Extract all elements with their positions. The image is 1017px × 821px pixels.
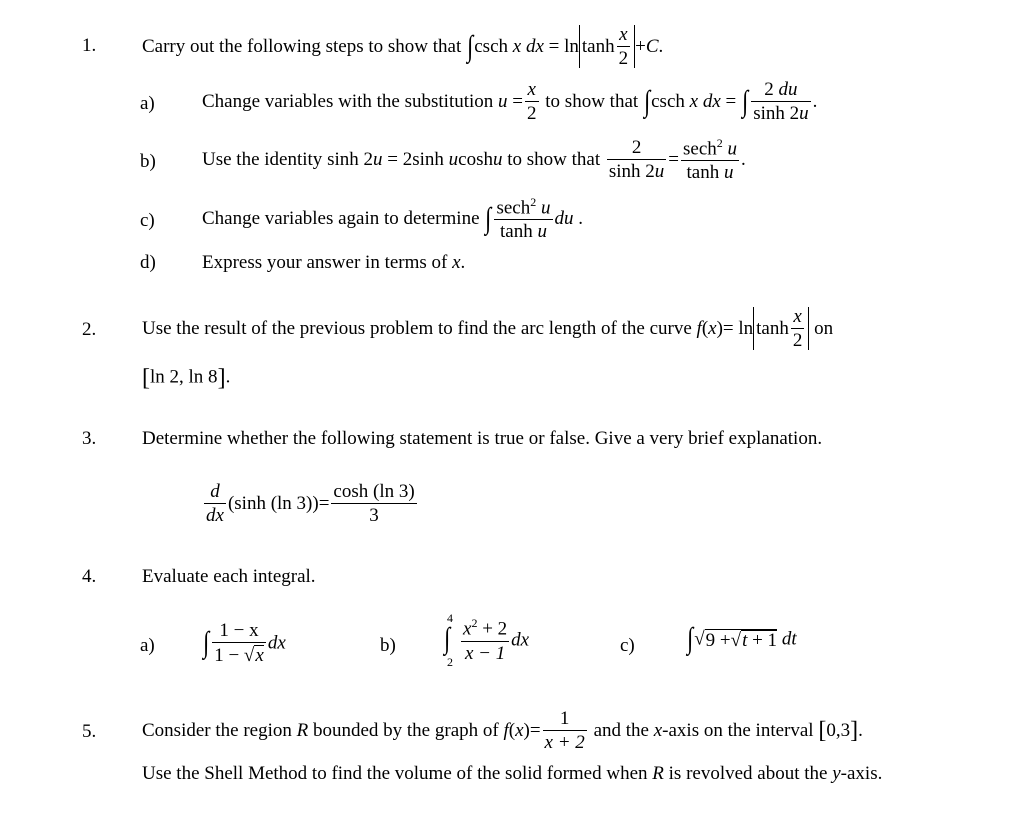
interval-text: 0,3	[826, 720, 851, 741]
frac-num: sech	[496, 197, 531, 219]
math-var: u	[537, 221, 547, 243]
math-var: R	[296, 720, 309, 741]
math-text: tanh	[756, 318, 789, 339]
part-1d	[202, 253, 465, 272]
math-var: u	[654, 161, 665, 183]
frac-den: 2	[527, 103, 537, 124]
math-text: cosh	[458, 149, 493, 171]
fraction	[791, 307, 805, 350]
frac-num: x	[617, 25, 631, 47]
math-text: tanh	[581, 36, 615, 57]
problem-1-number: 1.	[82, 35, 97, 56]
problem-text: bounded by the graph of	[312, 720, 499, 741]
superscript: 2	[716, 136, 723, 150]
math-op: =	[548, 36, 560, 57]
part-4c-label: c)	[620, 635, 635, 656]
integral-sign: ∫	[742, 84, 749, 118]
superscript: 2	[530, 195, 537, 209]
math-var: du	[778, 79, 798, 100]
superscript: 2	[471, 616, 478, 631]
math-text: sinh 2	[327, 149, 373, 171]
math-op: .	[741, 149, 746, 171]
part-4b-label: b)	[380, 635, 396, 656]
part-1c-label: c)	[140, 210, 155, 231]
math-var: dx	[525, 36, 544, 57]
problem-text: on	[814, 318, 834, 339]
math-var: f	[696, 318, 702, 339]
part-1c	[202, 196, 583, 241]
math-var: u	[498, 91, 508, 112]
part-1d-label: d)	[140, 252, 156, 273]
frac-num: 1	[543, 709, 587, 731]
problem-5-line2	[142, 764, 882, 783]
fraction	[331, 482, 416, 525]
math-var: x	[708, 318, 717, 339]
integral-sign: ∫	[467, 29, 474, 63]
problem-2-line1: Use the result of the previous problem to find the arc length of the curve f(x)= ln tanh $\frac{x}{2}$ on	[142, 306, 834, 351]
frac-den: 2	[618, 48, 629, 69]
problem-5-number: 5.	[82, 721, 97, 742]
frac-den: 1 − √	[214, 645, 255, 666]
integral-sign: ∫	[203, 626, 210, 659]
math-op: .	[578, 208, 583, 230]
part-1a: Change variables with the substitution u = $\frac{x}{2}$ to show that ∫csch x dx = ∫ $\frac{2 du}{\sinh 2u}$ .	[202, 79, 818, 124]
math-var: t	[742, 629, 748, 651]
problem-text: -axis on the interval	[662, 720, 814, 741]
sqrt-outer: 9 +√t + 1	[705, 629, 778, 651]
math-text: csch	[474, 36, 509, 57]
math-var: u	[541, 197, 551, 219]
math-op: =	[512, 91, 524, 112]
fraction	[494, 196, 552, 241]
frac-den: x + 2	[544, 732, 585, 753]
math-var: x	[515, 720, 524, 741]
math-var: R	[652, 763, 664, 784]
frac-den: dx	[206, 505, 224, 526]
fraction	[607, 138, 666, 181]
absolute-value	[753, 307, 809, 350]
part-1b	[202, 137, 746, 182]
problem-text: Consider the region	[142, 720, 292, 741]
part-1a-label: a)	[140, 93, 155, 114]
math-var: u	[724, 162, 734, 184]
math-var: x	[653, 720, 663, 741]
math-var: u	[727, 138, 738, 160]
frac-num: 2	[764, 79, 774, 100]
frac-num: d	[204, 482, 226, 504]
math-var: u	[448, 149, 459, 171]
lower-limit: 2	[447, 655, 453, 669]
part-1b-label: b)	[140, 151, 156, 172]
math-text: = ln	[722, 318, 754, 339]
frac-den: 2	[792, 330, 803, 351]
problem-text: -axis.	[840, 763, 883, 784]
fraction	[525, 80, 539, 123]
fraction	[751, 80, 810, 123]
problem-2-interval: [ln 2, ln 8].	[142, 365, 231, 391]
problem-text: is revolved about the	[668, 763, 828, 784]
part-text: to show that	[507, 149, 601, 171]
part-text: Change variables with the substitution	[202, 91, 494, 112]
upper-limit: 4	[447, 611, 453, 625]
math-var: f	[503, 720, 509, 741]
math-text: (sinh (ln 3))	[227, 493, 319, 514]
problem-1-intro-text: Carry out the following steps to show that	[142, 36, 462, 57]
math-op: +	[635, 36, 646, 57]
frac-num: x	[791, 307, 805, 329]
frac-den: 3	[369, 505, 379, 526]
definite-integral	[443, 612, 459, 668]
math-op: =	[318, 493, 330, 514]
problem-text: and the	[593, 720, 649, 741]
math-var: dx	[702, 91, 721, 112]
integral-sign: ∫	[444, 622, 451, 655]
math-op: =	[668, 149, 680, 171]
problem-3-equation	[202, 482, 419, 525]
math-op: .	[658, 36, 664, 57]
frac-num: 2	[607, 138, 666, 160]
fraction	[543, 709, 587, 752]
part-text: Change variables again to determine	[202, 208, 480, 230]
math-var: dx	[511, 629, 530, 651]
interval-text: ln 2, ln 8	[150, 366, 218, 388]
part-text: Use the identity	[202, 149, 323, 171]
frac-num: cosh (ln 3)	[333, 481, 415, 502]
part-4a-label: a)	[140, 635, 155, 656]
math-var: du	[554, 208, 574, 230]
fraction	[212, 621, 266, 665]
math-var: dx	[267, 632, 286, 654]
part-4a-integral	[202, 621, 286, 665]
math-text: csch	[651, 91, 685, 112]
integral-sign: ∫	[485, 201, 492, 235]
fraction	[681, 137, 739, 182]
math-op: .	[225, 366, 231, 388]
frac-den: x − 1	[464, 642, 506, 664]
math-op: .	[460, 252, 466, 273]
math-var: u	[799, 103, 809, 124]
fraction	[617, 25, 631, 68]
math-text: + 1	[752, 629, 778, 651]
math-text: ln	[564, 36, 579, 57]
problem-4-number: 4.	[82, 566, 97, 587]
math-var: x	[463, 618, 472, 640]
integral-sign: ∫	[643, 84, 651, 118]
frac-num: + 2	[482, 618, 508, 640]
math-var: x	[452, 252, 461, 273]
problem-5-line1: Consider the region R bounded by the graph of f(x)= $\frac{1}{x + 2}$ and the x-axis on the interval [0,3].	[142, 708, 863, 753]
frac-den: sinh 2	[608, 161, 655, 183]
math-var: x	[512, 36, 522, 57]
math-op: .	[812, 91, 818, 112]
problem-text: Use the result of the previous problem to find the arc length of the curve	[142, 318, 692, 339]
math-text: 9 +	[705, 629, 731, 651]
frac-den: tanh	[686, 162, 720, 184]
math-var: dt	[781, 628, 797, 650]
frac-den: tanh	[500, 221, 533, 243]
problem-3-number: 3.	[82, 428, 97, 449]
math-var: u	[492, 149, 503, 171]
frac-num: x	[525, 80, 539, 102]
math-var: C	[645, 36, 659, 57]
part-4b-integral	[443, 612, 529, 668]
problem-1-intro	[142, 25, 663, 68]
part-4c-integral: ∫√9 +√t + 1 dt	[687, 622, 797, 655]
frac-num: sech	[683, 138, 717, 160]
problem-2-number: 2.	[82, 319, 97, 340]
problem-3-text: Determine whether the following statement is true or false. Give a very brief explanation.	[142, 428, 823, 449]
fraction	[461, 617, 509, 662]
math-var: x	[689, 91, 699, 112]
part-text: to show that	[545, 91, 639, 112]
fraction	[204, 482, 226, 525]
math-op: .	[858, 720, 863, 741]
math-var: u	[373, 149, 383, 171]
math-op: =	[529, 720, 541, 741]
part-text: Express your answer in terms of	[202, 252, 448, 273]
absolute-value	[579, 25, 635, 68]
frac-num: 1 − x	[212, 621, 266, 643]
problem-text: Use the Shell Method to find the volume of the solid formed when	[142, 763, 648, 784]
problem-4-text: Evaluate each integral.	[142, 566, 316, 587]
math-var: y	[832, 763, 841, 784]
math-text: = 2sinh	[387, 149, 444, 171]
integral-sign: ∫	[687, 622, 694, 655]
math-var: x	[255, 645, 264, 666]
frac-den: sinh 2	[753, 103, 800, 124]
